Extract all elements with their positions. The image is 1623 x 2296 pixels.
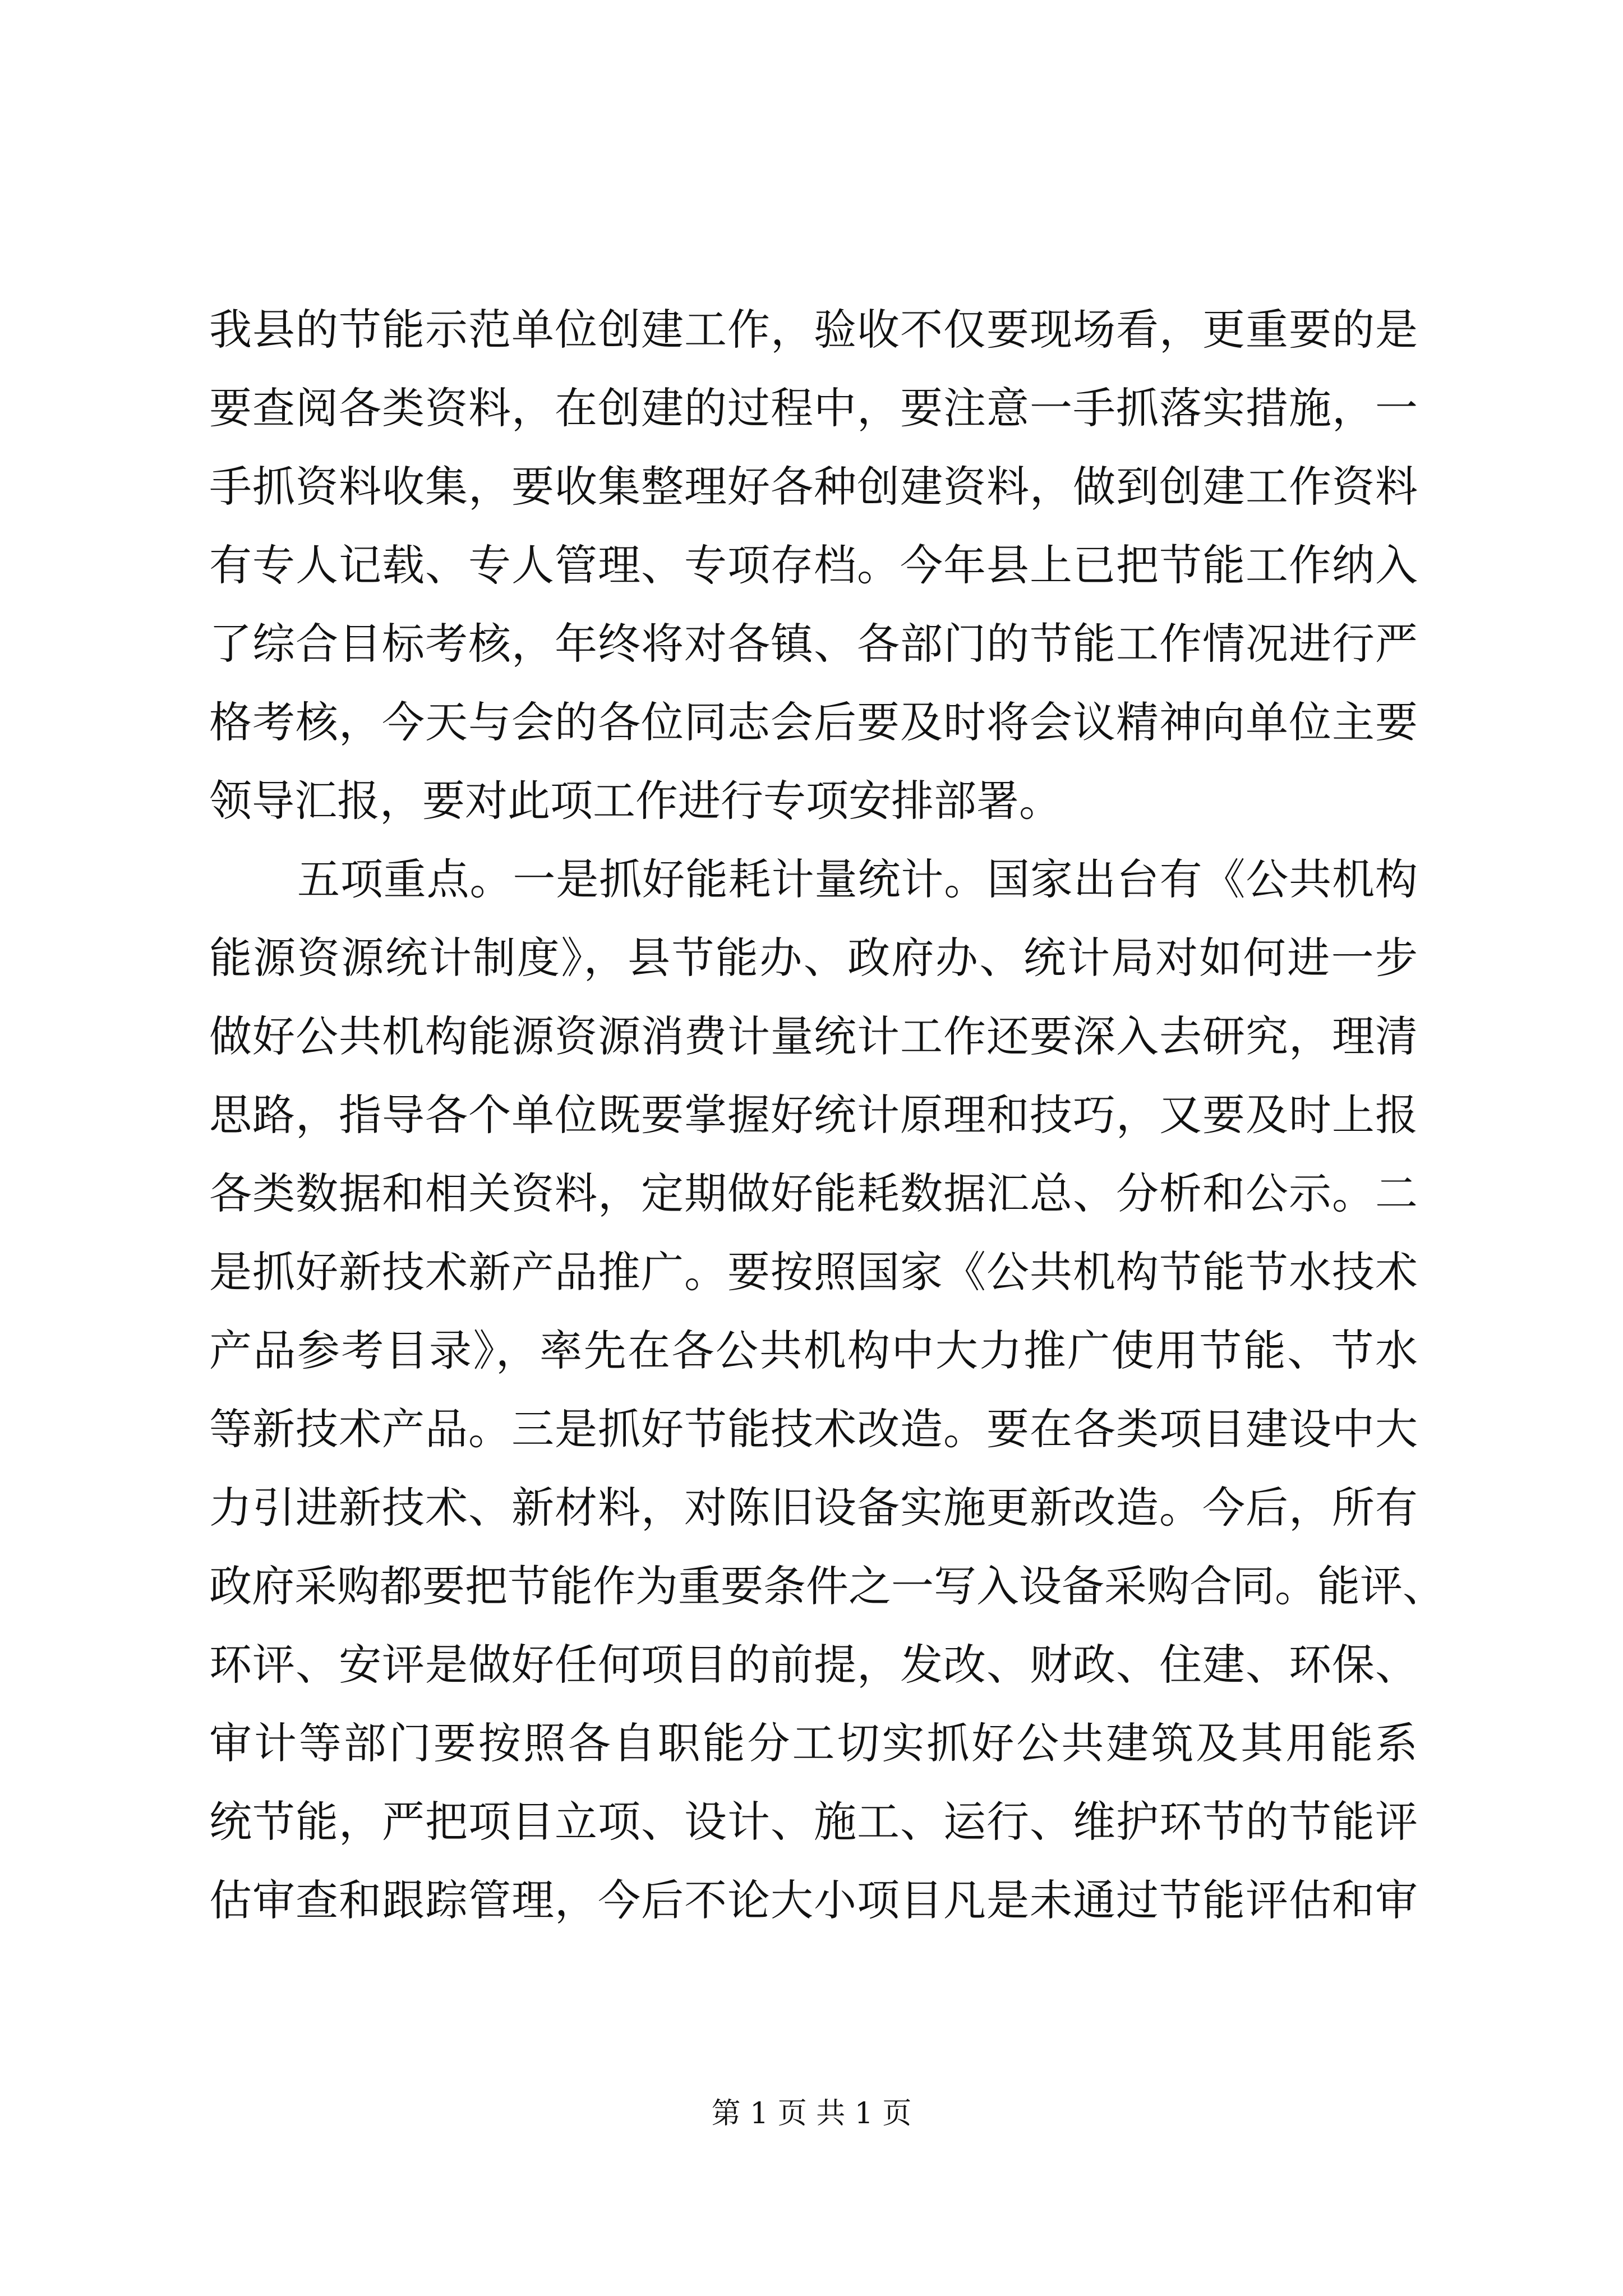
- text-line-11: 思路，指导各个单位既要掌握好统计原理和技巧，又要及时上报: [209, 1090, 1418, 1140]
- text-line-1: 我县的节能示范单位创建工作，验收不仅要现场看，更重要的是: [209, 305, 1418, 355]
- text-line-3: 手抓资料收集，要收集整理好各种创建资料，做到创建工作资料: [209, 462, 1418, 512]
- text-line-7: 领导汇报，要对此项工作进行专项安排部署。: [209, 776, 1062, 826]
- text-line-12: 各类数据和相关资料，定期做好能耗数据汇总、分析和公示。二: [209, 1168, 1418, 1218]
- text-line-10: 做好公共机构能源资源消费计量统计工作还要深入去研究，理清: [209, 1011, 1418, 1061]
- text-line-19: 审计等部门要按照各自职能分工切实抓好公共建筑及其用能系: [209, 1718, 1418, 1768]
- text-line-20: 统节能，严把项目立项、设计、施工、运行、维护环节的节能评: [209, 1797, 1418, 1847]
- text-line-17: 政府采购都要把节能作为重要条件之一写入设备采购合同。能评、: [209, 1561, 1445, 1611]
- text-line-18: 环评、安评是做好任何项目的前提，发改、财政、住建、环保、: [209, 1640, 1418, 1690]
- text-line-5: 了综合目标考核，年终将对各镇、各部门的节能工作情况进行严: [209, 619, 1418, 669]
- text-line-21: 估审查和跟踪管理，今后不论大小项目凡是未通过节能评估和审: [209, 1875, 1418, 1925]
- text-line-6: 格考核，今天与会的各位同志会后要及时将会议精神向单位主要: [209, 697, 1418, 747]
- text-line-14: 产品参考目录》，率先在各公共机构中大力推广使用节能、节水: [209, 1326, 1418, 1375]
- text-line-15: 等新技术产品。三是抓好节能技术改造。要在各类项目建设中大: [209, 1404, 1418, 1454]
- text-line-8: 五项重点。一是抓好能耗计量统计。国家出台有《公共机构: [297, 854, 1418, 904]
- text-line-9: 能源资源统计制度》，县节能办、政府办、统计局对如何进一步: [209, 933, 1418, 983]
- text-line-16: 力引进新技术、新材料，对陈旧设备实施更新改造。今后，所有: [209, 1483, 1418, 1533]
- page-footer: 第 1 页 共 1 页: [711, 2097, 912, 2131]
- text-line-2: 要查阅各类资料，在创建的过程中，要注意一手抓落实措施，一: [209, 383, 1418, 433]
- text-line-13: 是抓好新技术新产品推广。要按照国家《公共机构节能节水技术: [209, 1247, 1418, 1297]
- text-line-4: 有专人记载、专人管理、专项存档。今年县上已把节能工作纳入: [209, 540, 1418, 590]
